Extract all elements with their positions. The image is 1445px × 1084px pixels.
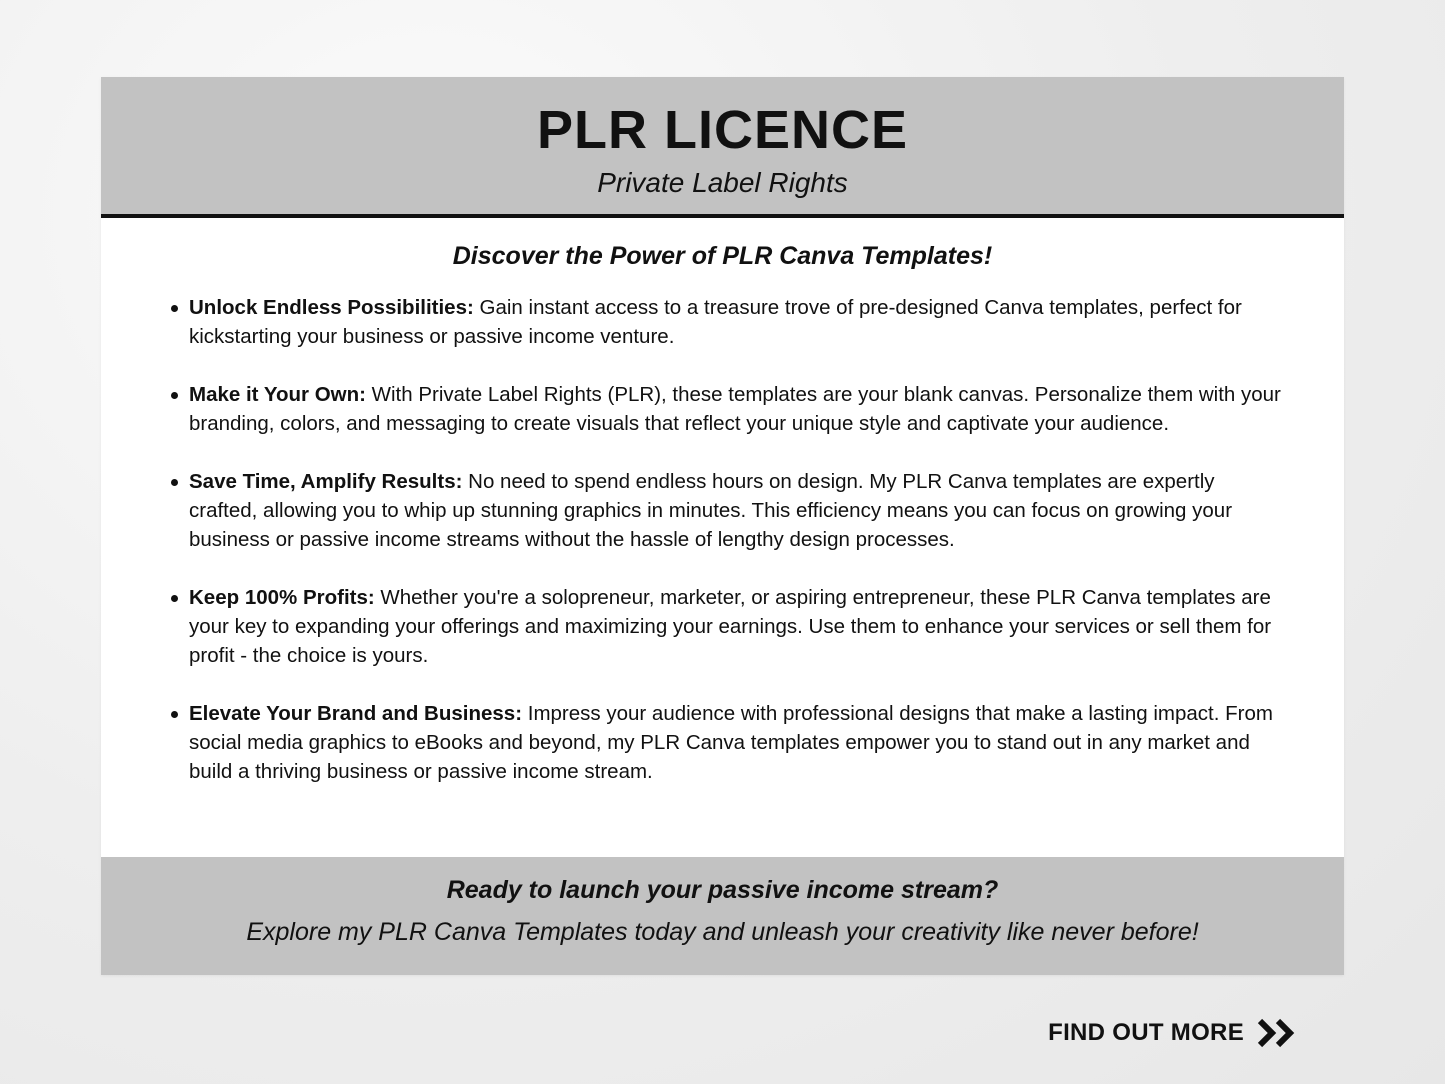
footer-band	[101, 857, 1344, 975]
list-item	[171, 467, 1284, 554]
find-out-more-label: FIND OUT MORE	[1048, 1019, 1244, 1046]
list-item	[171, 293, 1284, 351]
page-subtitle: Private Label Rights	[597, 167, 848, 198]
benefits-list	[171, 293, 1284, 786]
bullet-text: Gain instant access to a treasure trove of pre-designed Canva templates, perfect for kickstarting your business or passive income venture.	[189, 296, 1242, 348]
bullet-heading: Unlock Endless Possibilities:	[189, 296, 474, 319]
bullet-heading: Make it Your Own:	[189, 383, 366, 406]
list-item	[171, 380, 1284, 438]
find-out-more-button[interactable]	[1048, 1015, 1298, 1051]
list-item	[171, 699, 1284, 786]
bullet-text: Whether you're a solopreneur, marketer, or aspiring entrepreneur, these PLR Canva templates are your key to expanding your offerings and maximizing your earnings. Use them to enhance your services or sell them for profit - the choice is yours.	[189, 586, 1272, 667]
page-title: PLR LICENCE	[536, 100, 909, 160]
bullet-text: No need to spend endless hours on design. My PLR Canva templates are expertly crafted, allowing you to whip up stunning graphics in minutes. This efficiency means you can focus on growing your business or passive income streams without the hassle of lengthy design processes.	[189, 470, 1233, 551]
list-item	[171, 583, 1284, 670]
footer-call-to-action: Explore my PLR Canva Templates today and unleash your creativity like never before!	[246, 918, 1199, 946]
double-chevron-right-icon	[1256, 1018, 1298, 1048]
bullet-heading: Save Time, Amplify Results:	[189, 470, 463, 493]
bullet-text: Impress your audience with professional designs that make a lasting impact. From social media graphics to eBooks and beyond, my PLR Canva templates empower you to stand out in any market and build a thriving business or passive income stream.	[189, 702, 1273, 783]
licence-card	[101, 77, 1344, 975]
intro-heading: Discover the Power of PLR Canva Templates!	[452, 242, 993, 270]
header-band	[101, 77, 1344, 218]
bullet-text: With Private Label Rights (PLR), these templates are your blank canvas. Personalize them with your branding, colors, and messaging to create visuals that reflect your unique style and captivate your audience.	[189, 383, 1281, 435]
bullet-heading: Elevate Your Brand and Business:	[189, 702, 523, 725]
footer-question: Ready to launch your passive income stream?	[446, 876, 999, 904]
bullet-heading: Keep 100% Profits:	[189, 586, 375, 609]
